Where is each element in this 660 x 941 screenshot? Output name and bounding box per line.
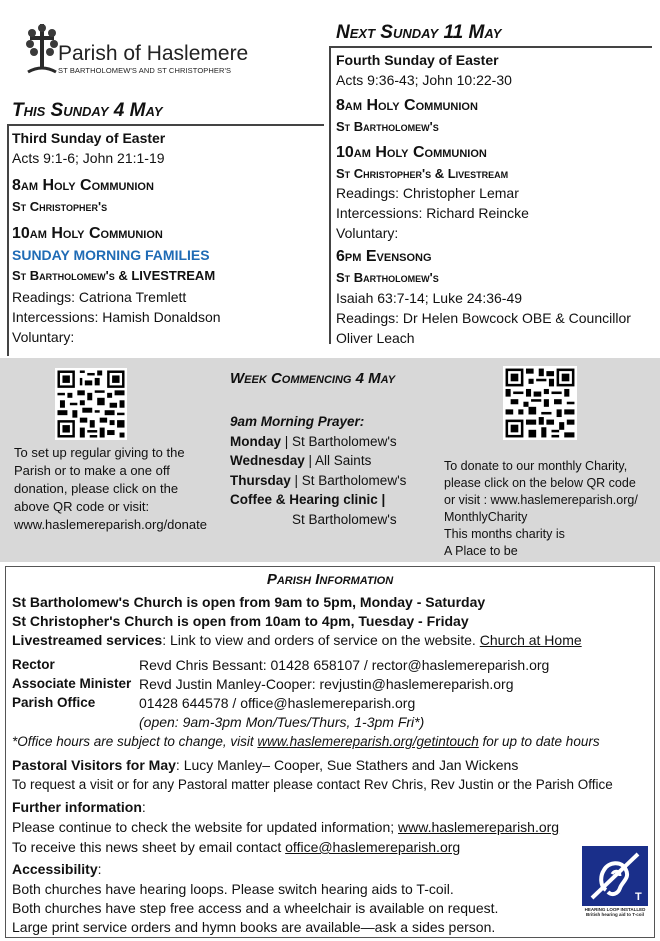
next-sunday-voluntary: Voluntary:	[336, 225, 399, 241]
next-sunday-title: Fourth Sunday of Easter	[336, 52, 499, 68]
prayer-title: 9am Morning Prayer:	[230, 414, 365, 429]
next-sunday-evensong-readers-2: Oliver Leach	[336, 330, 415, 346]
logo-name: Parish of Haslemere	[58, 42, 249, 65]
office-hours: (open: 9am-3pm Mon/Tues/Thurs, 1-3pm Fri*)	[139, 714, 425, 730]
livestream-info	[12, 630, 582, 650]
this-sunday-heading: This Sunday 4 May	[12, 100, 163, 121]
next-sunday-service-1-location: St Bartholomew's	[336, 119, 439, 134]
further-website-text: Please continue to check the website for updated information;	[12, 819, 399, 835]
this-sunday-title: Third Sunday of Easter	[12, 130, 166, 146]
this-sunday-readings: Acts 9:1-6; John 21:1-19	[12, 150, 165, 166]
office-label: Parish Office	[12, 695, 96, 710]
week-heading: Week Commencing 4 May	[230, 370, 396, 387]
this-sunday-readers: Readings: Catriona Tremlett	[12, 289, 187, 305]
website-link[interactable]: www.haslemereparish.org	[398, 819, 560, 835]
further-label: Further information	[12, 799, 142, 815]
giving-line-3: donation, please click on the	[14, 481, 179, 496]
donate-qr-code[interactable]	[55, 368, 127, 440]
prayer-thursday	[230, 471, 406, 491]
pastoral-request: To request a visit or for any Pastoral matter please contact Rev Chris, Rev Justin or the Parish Office	[12, 777, 613, 792]
giving-line-2: Parish or to make a one off	[14, 463, 170, 478]
next-sunday-evensong-readings: Isaiah 63:7-14; Luke 24:36-49	[336, 290, 523, 306]
prayer-wednesday-location: | All Saints	[304, 453, 372, 468]
livestream-label: Livestreamed services	[12, 632, 163, 648]
next-sunday-service-1: 8am Holy Communion	[336, 97, 478, 114]
charity-qr-code[interactable]	[503, 366, 577, 440]
logo-subtitle: ST BARTHOLOMEW'S AND ST CHRISTOPHER'S	[58, 66, 232, 75]
accessibility-step-free: Both churches have step free access and a wheelchair is available on request.	[12, 900, 499, 916]
church-at-home-link[interactable]: Church at Home	[479, 632, 582, 648]
giving-line-4: above QR code or visit:	[14, 499, 150, 514]
this-sunday-service-1: 8am Holy Communion	[12, 177, 154, 194]
pastoral-label: Pastoral Visitors for May	[12, 757, 176, 773]
coffee-clinic-location: St Bartholomew's	[292, 511, 397, 527]
office-note-text: *Office hours are subject to change, visit	[12, 734, 258, 749]
next-sunday-service-2: 10am Holy Communion	[336, 144, 487, 161]
accessibility-heading	[12, 859, 102, 879]
next-sunday-service-3-location: St Bartholomew's	[336, 270, 439, 285]
pastoral-visitors	[12, 755, 518, 775]
charity-line-1: To donate to our monthly Charity,	[444, 459, 628, 473]
next-sunday-readers: Readings: Christopher Lemar	[336, 185, 519, 201]
office-note-tail: for up to date hours	[478, 734, 600, 749]
charity-link[interactable]: or visit : www.haslemereparish.org/	[444, 493, 638, 507]
accessibility-loops: Both churches have hearing loops. Please switch hearing aids to T-coil.	[12, 881, 454, 897]
rector-contact: Revd Chris Bessant: 01428 658107 / rector@haslemereparish.org	[139, 657, 550, 673]
next-sunday-heading: Next Sunday 11 May	[336, 22, 502, 43]
next-sunday-evensong-readers: Readings: Dr Helen Bowcock OBE & Councillor	[336, 310, 631, 326]
accessibility-colon: :	[97, 861, 102, 877]
livestream-text: : Link to view and orders of service on the website.	[162, 632, 480, 648]
this-sunday-service-2: 10am Holy Communion	[12, 225, 163, 242]
further-email-text: To receive this news sheet by email contact	[12, 839, 286, 855]
pastoral-names: : Lucy Manley– Cooper, Sue Stathers and Jan Wickens	[175, 757, 519, 773]
charity-line-5: This months charity is	[444, 527, 565, 541]
this-sunday-service-2-location: St Bartholomew's & LIVESTREAM	[12, 268, 216, 283]
hearing-loop-badge	[582, 846, 648, 920]
this-sunday-left-rule	[7, 124, 9, 356]
this-sunday-top-rule	[8, 124, 324, 126]
accessibility-label: Accessibility	[12, 861, 98, 877]
this-sunday-intercessions: Intercessions: Hamish Donaldson	[12, 309, 221, 325]
accessibility-large-print: Large print service orders and hymn books are available—ask a sides person.	[12, 919, 496, 935]
charity-name: A Place to be	[444, 544, 518, 558]
parish-logo	[24, 22, 249, 80]
office-email-link[interactable]: office@haslemereparish.org	[285, 839, 461, 855]
this-sunday-families: SUNDAY MORNING FAMILIES	[12, 247, 210, 263]
prayer-wednesday-day: Wednesday	[230, 453, 305, 468]
week-schedule	[230, 412, 406, 529]
loop-caption: HEARING LOOP INSTALLED British hearing aid to T-coil	[584, 907, 646, 917]
christophers-opening: St Christopher's Church is open from 10am to 4pm, Tuesday - Friday	[12, 613, 469, 629]
rector-label: Rector	[12, 657, 55, 672]
loop-t-letter: T	[635, 891, 642, 903]
next-sunday-service-3: 6pm Evensong	[336, 248, 432, 265]
next-sunday-left-rule	[329, 46, 331, 344]
charity-line-2: please click on the below QR code	[444, 476, 636, 490]
donate-link[interactable]: www.haslemereparish.org/donate	[14, 517, 207, 532]
prayer-thursday-day: Thursday	[230, 472, 291, 488]
prayer-monday-location: | St Bartholomew's	[281, 433, 397, 449]
tree-cross-icon	[24, 22, 60, 80]
prayer-thursday-location: | St Bartholomew's	[290, 472, 407, 488]
next-sunday-service-2-location: St Christopher's & Livestream	[336, 166, 509, 181]
charity-text	[444, 458, 638, 560]
bartholomews-opening: St Bartholomew's Church is open from 9am to 5pm, Monday - Saturday	[12, 594, 486, 610]
getintouch-link[interactable]: www.haslemereparish.org/getintouch	[257, 734, 479, 749]
next-sunday-top-rule	[330, 46, 652, 48]
office-note	[12, 732, 600, 752]
charity-link-2[interactable]: MonthlyCharity	[444, 510, 528, 524]
prayer-monday	[230, 432, 406, 452]
associate-label: Associate Minister	[12, 676, 132, 691]
coffee-clinic: Coffee & Hearing clinic |	[230, 492, 386, 507]
further-info-heading	[12, 797, 146, 817]
giving-line-1: To set up regular giving to the	[14, 445, 185, 460]
further-info-website	[12, 817, 559, 837]
next-sunday-intercessions: Intercessions: Richard Reincke	[336, 205, 529, 221]
parish-info-heading: Parish Information	[266, 571, 394, 588]
next-sunday-readings: Acts 9:36-43; John 10:22-30	[336, 72, 512, 88]
office-contact: 01428 644578 / office@haslemereparish.org	[139, 695, 416, 711]
associate-contact: Revd Justin Manley-Cooper: revjustin@haslemereparish.org	[139, 676, 514, 692]
this-sunday-service-1-location: St Christopher's	[12, 199, 108, 214]
further-info-email	[12, 837, 460, 857]
prayer-monday-day: Monday	[230, 433, 282, 449]
prayer-wednesday	[230, 451, 406, 471]
further-colon: :	[141, 799, 146, 815]
this-sunday-voluntary: Voluntary:	[12, 329, 75, 345]
giving-text	[14, 444, 207, 534]
